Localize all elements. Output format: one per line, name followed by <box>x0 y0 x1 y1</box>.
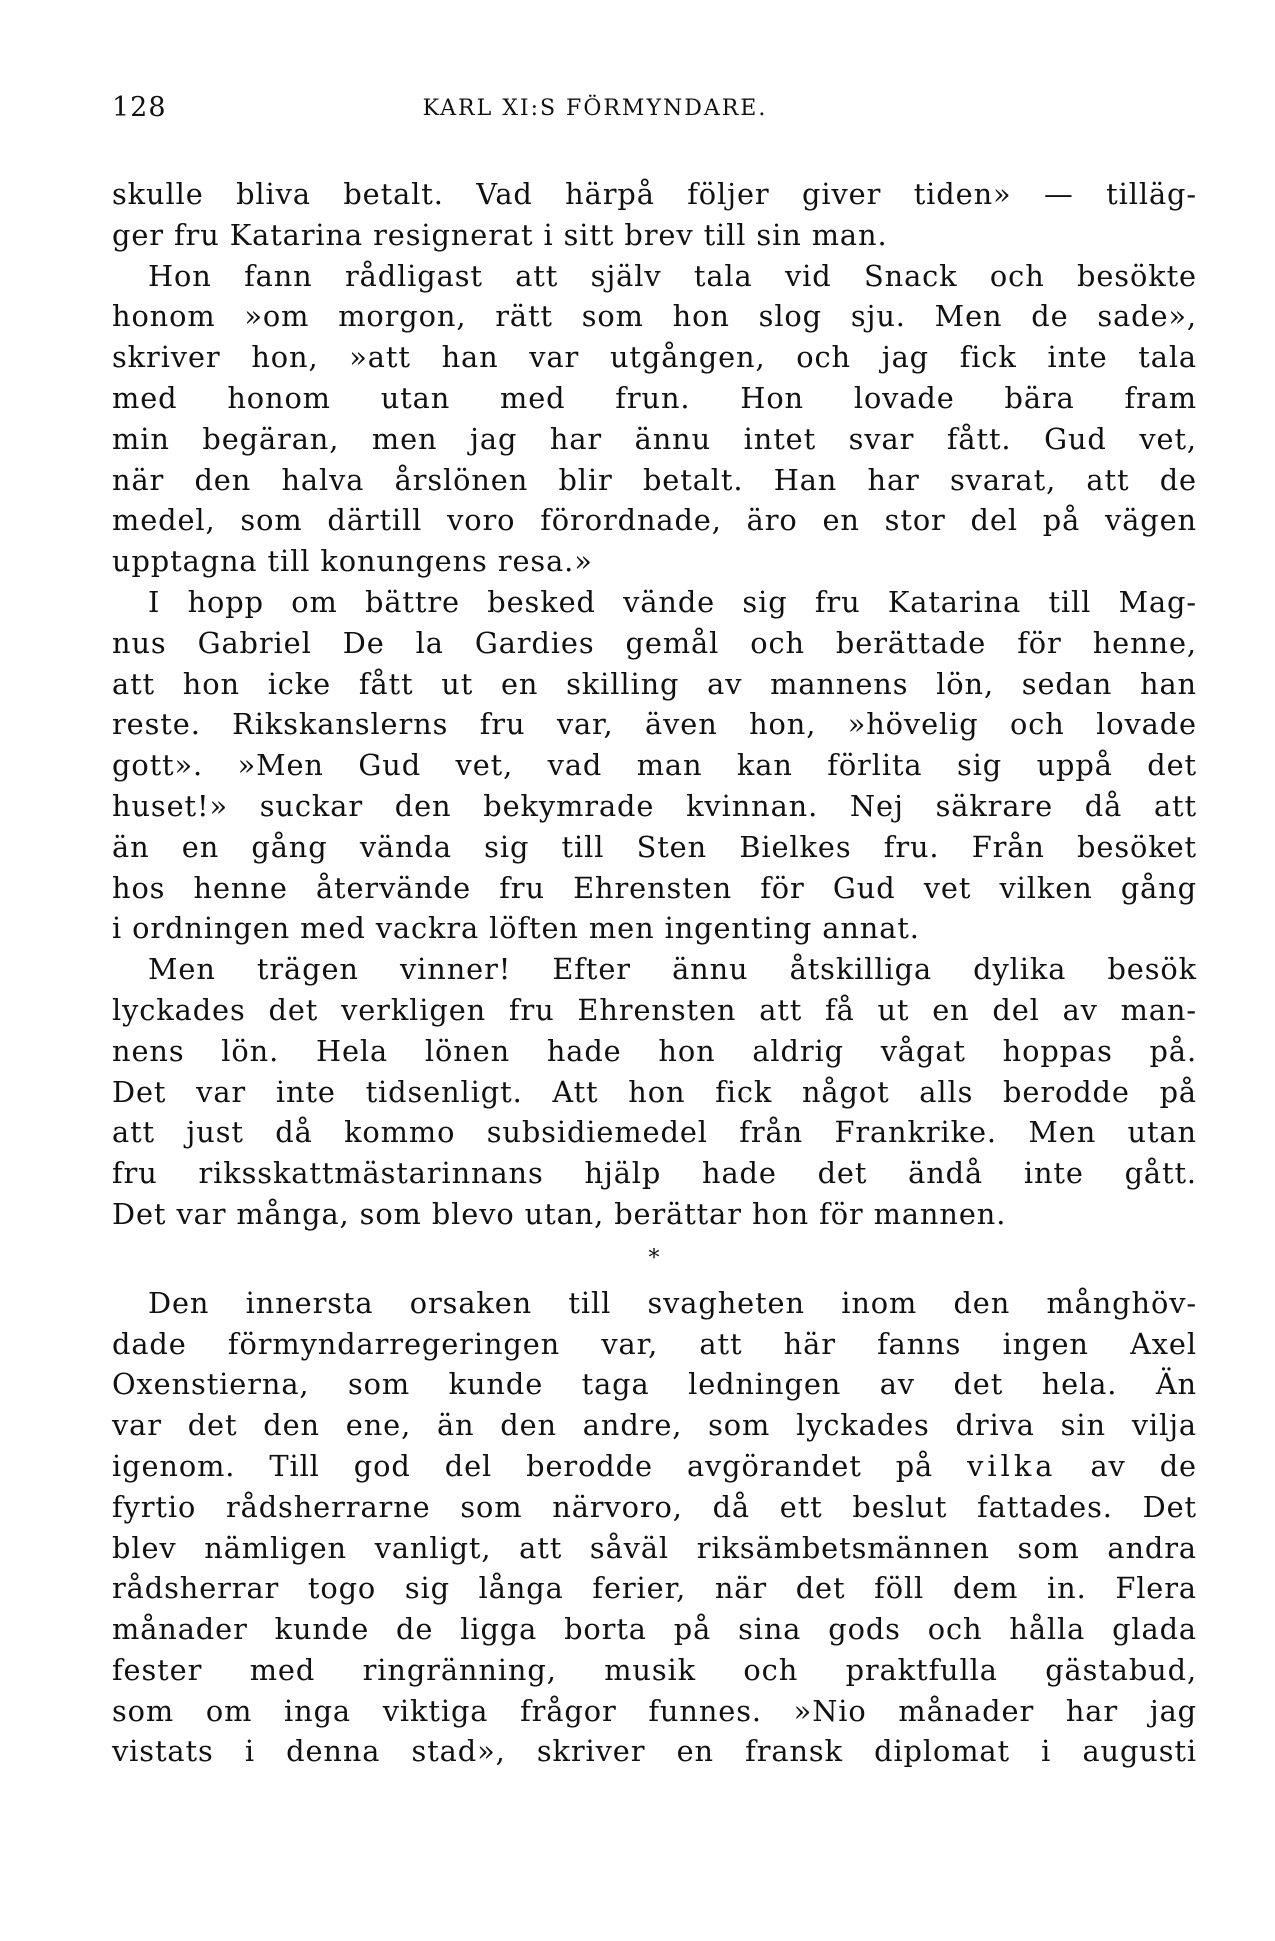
paragraph-1 <box>112 174 1197 256</box>
text-line: var det den ene, än den andre, som lyckades driva sin vilja <box>112 1408 1197 1443</box>
text-line: fru riksskattmästarinnans hjälp hade det ändå inte gått. <box>112 1156 1197 1191</box>
text-line: Men trägen vinner! Efter ännu åtskilliga dylika besök <box>148 952 1197 987</box>
text-line: månader kunde de ligga borta på sina gods och hålla glada <box>112 1612 1197 1647</box>
text-line: som om inga viktiga frågor funnes. »Nio månader har jag <box>112 1693 1197 1728</box>
running-head <box>112 92 1197 132</box>
emphasized-word: vilka <box>967 1448 1057 1483</box>
text-line: Oxenstierna, som kunde taga ledningen av det hela. Än <box>112 1367 1197 1402</box>
text-line: lyckades det verkligen fru Ehrensten att få ut en del av man- <box>112 992 1197 1027</box>
text-line: med honom utan med frun. Hon lovade bära fram <box>112 380 1197 415</box>
text-line: att hon icke fått ut en skilling av mannens lön, sedan han <box>112 666 1197 701</box>
paragraph-4 <box>112 949 1197 1235</box>
text-line: fester med ringränning, musik och praktfulla gästabud, <box>112 1652 1197 1687</box>
text-line: nens lön. Hela lönen hade hon aldrig vågat hoppas på. <box>112 1033 1197 1068</box>
page-number: 128 <box>112 92 167 123</box>
text-line: skulle bliva betalt. Vad härpå följer giver tiden» — tilläg- <box>112 177 1197 211</box>
text-line: skriver hon, »att han var utgången, och jag fick inte tala <box>112 340 1197 375</box>
text-line: i ordningen med vackra löften men ingenting annat. <box>112 911 920 946</box>
text-line: min begäran, men jag har ännu intet svar fått. Gud vet, <box>112 421 1197 456</box>
text-line: nus Gabriel De la Gardies gemål och berättade för henne, <box>112 625 1197 660</box>
text-line: reste. Rikskanslerns fru var, även hon, »hövelig och lovade <box>112 707 1197 742</box>
text-line: I hopp om bättre besked vände sig fru Katarina till Mag- <box>148 584 1197 619</box>
text-line: rådsherrar togo sig långa ferier, när det föll dem in. Flera <box>112 1571 1197 1606</box>
text-line: Det var inte tidsenligt. Att hon fick något alls berodde på <box>112 1074 1197 1109</box>
text-line <box>112 1446 1197 1487</box>
text-line: när den halva årslönen blir betalt. Han har svarat, att de <box>112 462 1197 497</box>
body-text <box>112 174 1197 1772</box>
text-line: Hon fann rådligast att själv tala vid Snack och besökte <box>148 258 1197 293</box>
paragraph-2 <box>112 256 1197 582</box>
text-segment: av de <box>1056 1448 1197 1483</box>
text-line: ger fru Katarina resignerat i sitt brev till sin man. <box>112 217 888 252</box>
text-line: att just då kommo subsidiemedel från Frankrike. Men utan <box>112 1115 1197 1150</box>
text-line: hos henne återvände fru Ehrensten för Gud vet vilken gång <box>112 870 1197 905</box>
running-title: KARL XI:S FÖRMYNDARE. <box>422 96 768 121</box>
text-line: blev nämligen vanligt, att såväl riksämbetsmännen som andra <box>112 1530 1197 1565</box>
section-separator: * <box>648 1245 661 1271</box>
text-segment: igenom. Till god del berodde avgörandet på <box>112 1448 968 1483</box>
text-line: upptagna till konungens resa.» <box>112 544 593 579</box>
book-page <box>112 92 1197 1772</box>
paragraph-3 <box>112 582 1197 949</box>
text-line: Den innersta orsaken till svagheten inom den månghöv- <box>148 1285 1197 1320</box>
text-line: honom »om morgon, rätt som hon slog sju. Men de sade», <box>112 299 1197 334</box>
text-line: dade förmyndarregeringen var, att här fanns ingen Axel <box>112 1326 1197 1361</box>
text-line: än en gång vända sig till Sten Bielkes fru. Från besöket <box>112 829 1197 864</box>
text-line: medel, som därtill voro förordnade, äro en stor del på vägen <box>112 503 1197 538</box>
paragraph-5 <box>112 1283 1197 1773</box>
text-line: huset!» suckar den bekymrade kvinnan. Nej säkrare då att <box>112 788 1197 823</box>
text-line: fyrtio rådsherrarne som närvoro, då ett beslut fattades. Det <box>112 1489 1197 1524</box>
text-line: Det var många, som blevo utan, berättar hon för mannen. <box>112 1196 1007 1231</box>
text-line: vistats i denna stad», skriver en fransk diplomat i augusti <box>112 1734 1197 1769</box>
text-line: gott». »Men Gud vet, vad man kan förlita sig uppå det <box>112 748 1197 783</box>
